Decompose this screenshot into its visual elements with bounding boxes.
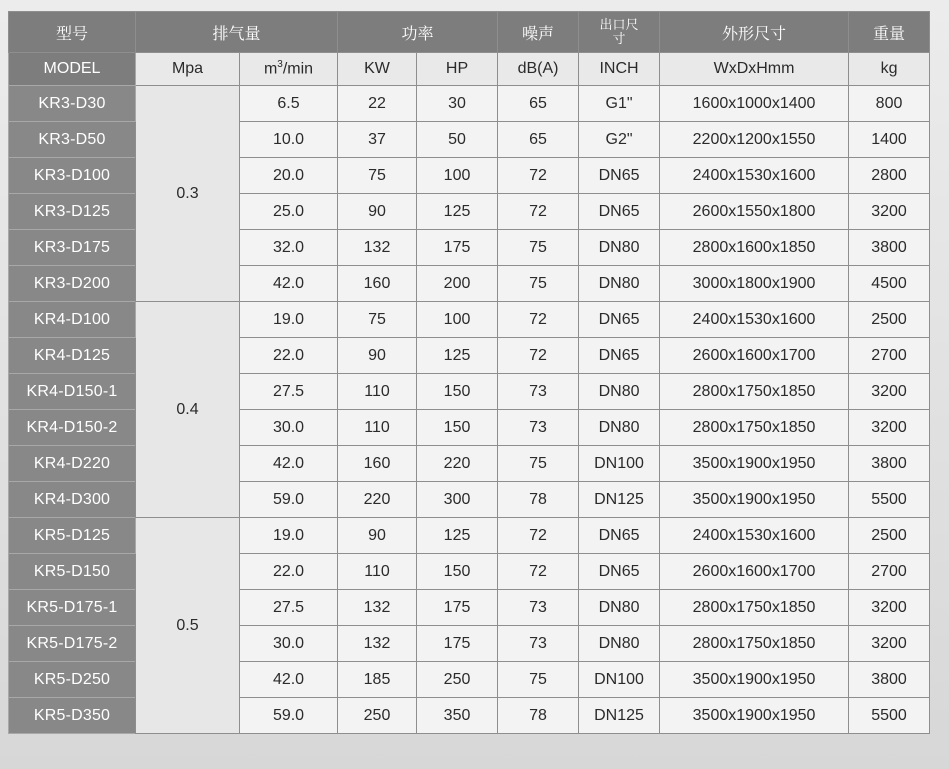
flow-cell: 19.0 xyxy=(240,302,338,338)
model-cell: KR4-D150-1 xyxy=(9,374,136,410)
kw-cell: 90 xyxy=(338,518,417,554)
dims-cell: 2600x1600x1700 xyxy=(660,554,849,590)
inch-cell: DN100 xyxy=(579,662,660,698)
header-db: dB(A) xyxy=(498,53,579,86)
db-cell: 75 xyxy=(498,446,579,482)
kw-cell: 110 xyxy=(338,410,417,446)
model-cell: KR5-D150 xyxy=(9,554,136,590)
db-cell: 65 xyxy=(498,86,579,122)
kg-cell: 800 xyxy=(849,86,930,122)
kw-cell: 110 xyxy=(338,374,417,410)
inch-cell: DN80 xyxy=(579,410,660,446)
inch-cell: DN80 xyxy=(579,590,660,626)
db-cell: 78 xyxy=(498,482,579,518)
inch-cell: DN65 xyxy=(579,554,660,590)
flow-cell: 27.5 xyxy=(240,374,338,410)
model-cell: KR4-D150-2 xyxy=(9,410,136,446)
pressure-cell: 0.5 xyxy=(136,518,240,734)
flow-cell: 32.0 xyxy=(240,230,338,266)
db-cell: 72 xyxy=(498,554,579,590)
dims-cell: 3500x1900x1950 xyxy=(660,482,849,518)
flow-cell: 25.0 xyxy=(240,194,338,230)
inch-cell: DN80 xyxy=(579,230,660,266)
db-cell: 73 xyxy=(498,626,579,662)
db-cell: 75 xyxy=(498,230,579,266)
header-outlet-size-cn xyxy=(579,12,660,53)
model-cell: KR3-D100 xyxy=(9,158,136,194)
flow-cell: 42.0 xyxy=(240,266,338,302)
flow-cell: 27.5 xyxy=(240,590,338,626)
kw-cell: 132 xyxy=(338,626,417,662)
inch-cell: DN80 xyxy=(579,374,660,410)
hp-cell: 150 xyxy=(417,374,498,410)
inch-cell: DN125 xyxy=(579,698,660,734)
kg-cell: 3800 xyxy=(849,662,930,698)
kg-cell: 1400 xyxy=(849,122,930,158)
header-mpa: Mpa xyxy=(136,53,240,86)
kg-cell: 3200 xyxy=(849,410,930,446)
db-cell: 78 xyxy=(498,698,579,734)
model-cell: KR3-D200 xyxy=(9,266,136,302)
kw-cell: 220 xyxy=(338,482,417,518)
header-row-english xyxy=(9,53,930,86)
flow-cell: 30.0 xyxy=(240,626,338,662)
kw-cell: 132 xyxy=(338,590,417,626)
model-cell: KR5-D125 xyxy=(9,518,136,554)
model-cell: KR3-D175 xyxy=(9,230,136,266)
inch-cell: DN80 xyxy=(579,266,660,302)
model-cell: KR4-D125 xyxy=(9,338,136,374)
model-cell: KR4-D220 xyxy=(9,446,136,482)
db-cell: 72 xyxy=(498,194,579,230)
kw-cell: 90 xyxy=(338,194,417,230)
dims-cell: 2800x1750x1850 xyxy=(660,626,849,662)
pressure-cell: 0.4 xyxy=(136,302,240,518)
inch-cell: DN65 xyxy=(579,158,660,194)
db-cell: 72 xyxy=(498,302,579,338)
dims-cell: 2600x1600x1700 xyxy=(660,338,849,374)
table-row xyxy=(9,518,930,554)
inch-cell: G1" xyxy=(579,86,660,122)
kw-cell: 90 xyxy=(338,338,417,374)
dims-cell: 1600x1000x1400 xyxy=(660,86,849,122)
flow-cell: 22.0 xyxy=(240,338,338,374)
db-cell: 72 xyxy=(498,518,579,554)
flow-cell: 19.0 xyxy=(240,518,338,554)
hp-cell: 125 xyxy=(417,194,498,230)
dims-cell: 2800x1750x1850 xyxy=(660,374,849,410)
compressor-spec-table xyxy=(8,11,930,734)
model-cell: KR5-D350 xyxy=(9,698,136,734)
db-cell: 65 xyxy=(498,122,579,158)
kw-cell: 22 xyxy=(338,86,417,122)
hp-cell: 150 xyxy=(417,410,498,446)
kg-cell: 5500 xyxy=(849,698,930,734)
kg-cell: 2800 xyxy=(849,158,930,194)
header-exhaust-cn: 排气量 xyxy=(136,12,338,53)
flow-cell: 22.0 xyxy=(240,554,338,590)
inch-cell: DN65 xyxy=(579,194,660,230)
kg-cell: 3200 xyxy=(849,626,930,662)
kw-cell: 160 xyxy=(338,266,417,302)
dims-cell: 2800x1600x1850 xyxy=(660,230,849,266)
header-model-en: MODEL xyxy=(9,53,136,86)
db-cell: 72 xyxy=(498,338,579,374)
db-cell: 75 xyxy=(498,266,579,302)
model-cell: KR3-D50 xyxy=(9,122,136,158)
kg-cell: 3200 xyxy=(849,590,930,626)
flow-cell: 42.0 xyxy=(240,662,338,698)
model-cell: KR3-D125 xyxy=(9,194,136,230)
hp-cell: 175 xyxy=(417,626,498,662)
header-model-cn: 型号 xyxy=(9,12,136,53)
hp-cell: 125 xyxy=(417,338,498,374)
header-kg: kg xyxy=(849,53,930,86)
kw-cell: 250 xyxy=(338,698,417,734)
hp-cell: 100 xyxy=(417,158,498,194)
flow-cell: 59.0 xyxy=(240,482,338,518)
dims-cell: 3000x1800x1900 xyxy=(660,266,849,302)
kg-cell: 2700 xyxy=(849,338,930,374)
inch-cell: DN100 xyxy=(579,446,660,482)
flow-cell: 42.0 xyxy=(240,446,338,482)
kg-cell: 3200 xyxy=(849,374,930,410)
spec-table-body xyxy=(9,86,930,734)
header-row-chinese xyxy=(9,12,930,53)
inch-cell: DN65 xyxy=(579,338,660,374)
model-cell: KR5-D250 xyxy=(9,662,136,698)
hp-cell: 150 xyxy=(417,554,498,590)
db-cell: 73 xyxy=(498,590,579,626)
kw-cell: 160 xyxy=(338,446,417,482)
db-cell: 73 xyxy=(498,410,579,446)
hp-cell: 50 xyxy=(417,122,498,158)
dims-cell: 2400x1530x1600 xyxy=(660,518,849,554)
model-cell: KR5-D175-1 xyxy=(9,590,136,626)
inch-cell: DN65 xyxy=(579,518,660,554)
flow-cell: 6.5 xyxy=(240,86,338,122)
hp-cell: 350 xyxy=(417,698,498,734)
kw-cell: 185 xyxy=(338,662,417,698)
kg-cell: 5500 xyxy=(849,482,930,518)
db-cell: 73 xyxy=(498,374,579,410)
hp-cell: 125 xyxy=(417,518,498,554)
hp-cell: 175 xyxy=(417,590,498,626)
kg-cell: 4500 xyxy=(849,266,930,302)
dims-cell: 2800x1750x1850 xyxy=(660,410,849,446)
kg-cell: 2500 xyxy=(849,518,930,554)
dims-cell: 2600x1550x1800 xyxy=(660,194,849,230)
header-hp: HP xyxy=(417,53,498,86)
header-dims: WxDxHmm xyxy=(660,53,849,86)
header-kw: KW xyxy=(338,53,417,86)
dims-cell: 3500x1900x1950 xyxy=(660,662,849,698)
kw-cell: 110 xyxy=(338,554,417,590)
model-cell: KR4-D300 xyxy=(9,482,136,518)
inch-cell: DN125 xyxy=(579,482,660,518)
table-row xyxy=(9,86,930,122)
kw-cell: 37 xyxy=(338,122,417,158)
flow-cell: 10.0 xyxy=(240,122,338,158)
kg-cell: 2500 xyxy=(849,302,930,338)
kw-cell: 75 xyxy=(338,302,417,338)
inch-cell: G2" xyxy=(579,122,660,158)
hp-cell: 30 xyxy=(417,86,498,122)
dims-cell: 2400x1530x1600 xyxy=(660,302,849,338)
flow-cell: 20.0 xyxy=(240,158,338,194)
dims-cell: 2200x1200x1550 xyxy=(660,122,849,158)
dims-cell: 3500x1900x1950 xyxy=(660,698,849,734)
hp-cell: 200 xyxy=(417,266,498,302)
kw-cell: 132 xyxy=(338,230,417,266)
model-cell: KR3-D30 xyxy=(9,86,136,122)
header-outlet-size-line1: 出口尺 xyxy=(599,17,639,32)
hp-cell: 100 xyxy=(417,302,498,338)
model-cell: KR4-D100 xyxy=(9,302,136,338)
hp-cell: 220 xyxy=(417,446,498,482)
inch-cell: DN65 xyxy=(579,302,660,338)
kg-cell: 3800 xyxy=(849,230,930,266)
flow-cell: 59.0 xyxy=(240,698,338,734)
header-flow-unit: $m^3/\min$ xyxy=(240,53,338,86)
header-power-cn: 功率 xyxy=(338,12,498,53)
hp-cell: 175 xyxy=(417,230,498,266)
db-cell: 75 xyxy=(498,662,579,698)
dims-cell: 2800x1750x1850 xyxy=(660,590,849,626)
header-inch: INCH xyxy=(579,53,660,86)
kg-cell: 3800 xyxy=(849,446,930,482)
header-noise-cn: 噪声 xyxy=(498,12,579,53)
header-dimensions-cn: 外形尺寸 xyxy=(660,12,849,53)
table-row xyxy=(9,302,930,338)
header-outlet-size-line2: 寸 xyxy=(612,31,626,46)
inch-cell: DN80 xyxy=(579,626,660,662)
flow-cell: 30.0 xyxy=(240,410,338,446)
db-cell: 72 xyxy=(498,158,579,194)
pressure-cell: 0.3 xyxy=(136,86,240,302)
kg-cell: 2700 xyxy=(849,554,930,590)
kw-cell: 75 xyxy=(338,158,417,194)
hp-cell: 250 xyxy=(417,662,498,698)
hp-cell: 300 xyxy=(417,482,498,518)
model-cell: KR5-D175-2 xyxy=(9,626,136,662)
header-weight-cn: 重量 xyxy=(849,12,930,53)
kg-cell: 3200 xyxy=(849,194,930,230)
dims-cell: 2400x1530x1600 xyxy=(660,158,849,194)
dims-cell: 3500x1900x1950 xyxy=(660,446,849,482)
